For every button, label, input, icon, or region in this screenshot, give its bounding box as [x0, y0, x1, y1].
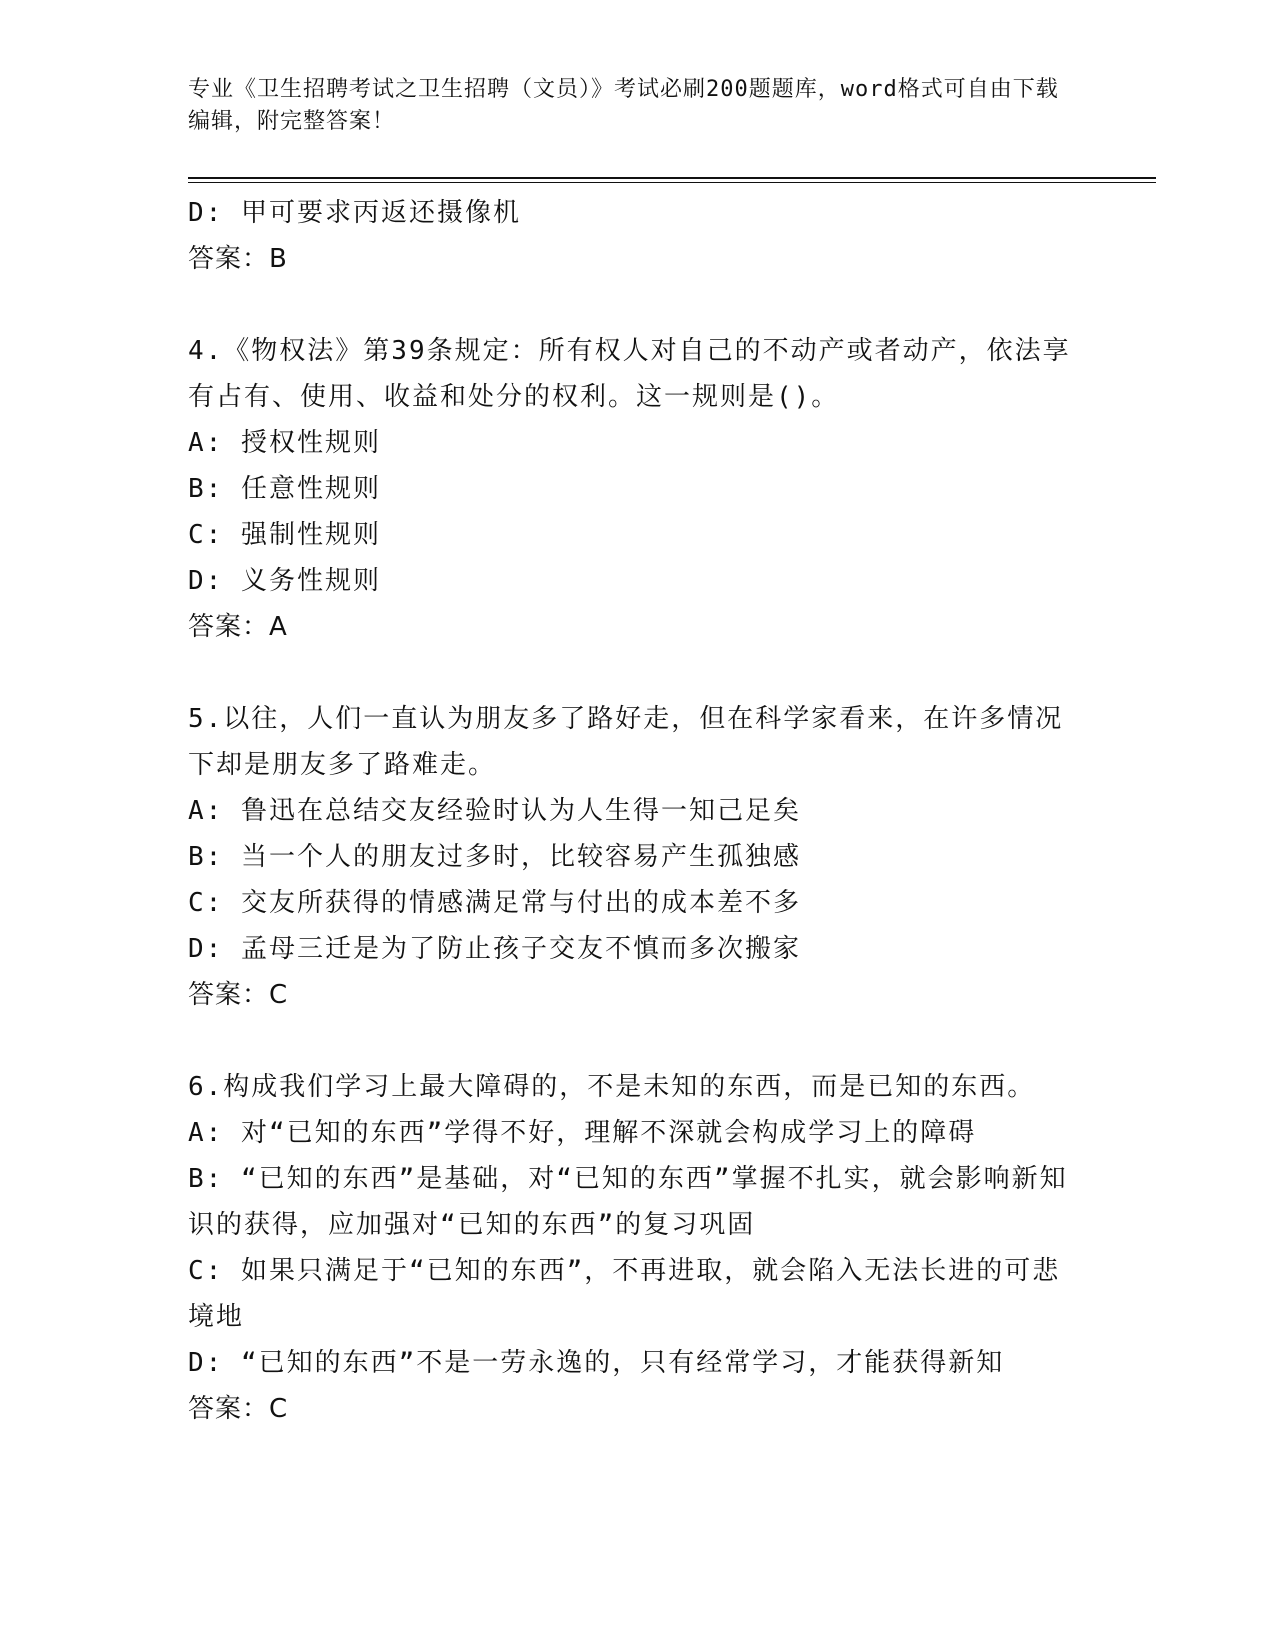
question-4-option-b: B: 任意性规则 [188, 474, 381, 504]
question-5-option-a: A: 鲁迅在总结交友经验时认为人生得一知己足矣 [188, 796, 801, 826]
spacer [188, 1018, 1088, 1064]
question-5-option-b: B: 当一个人的朋友过多时，比较容易产生孤独感 [188, 842, 801, 872]
document-header: 专业《卫生招聘考试之卫生招聘（文员）》考试必刷200题题库，word格式可自由下载编辑，附完整答案！ [188, 77, 1059, 134]
spacer [188, 650, 1088, 696]
question-5-stem: 5.以往，人们一直认为朋友多了路好走，但在科学家看来，在许多情况下却是朋友多了路难走。 [188, 704, 1064, 780]
header-rule-thick [188, 177, 1156, 179]
question-5-option-d: D: 孟母三迁是为了防止孩子交友不慎而多次搬家 [188, 934, 801, 964]
question-6-answer: 答案：C [188, 1394, 289, 1424]
question-4-answer: 答案：A [188, 612, 288, 642]
question-4-stem: 4.《物权法》第39条规定：所有权人对自己的不动产或者动产，依法享有占有、使用、收益和处分的权利。这一规则是()。 [188, 336, 1071, 412]
question-5-option-c: C: 交友所获得的情感满足常与付出的成本差不多 [188, 888, 801, 918]
question-6-option-c: C: 如果只满足于“已知的东西”，不再进取，就会陷入无法长进的可悲境地 [188, 1256, 1061, 1332]
carryover-answer: 答案：B [188, 244, 288, 274]
spacer [188, 282, 1088, 328]
question-5-answer: 答案：C [188, 980, 289, 1010]
question-6-option-d: D: “已知的东西”不是一劳永逸的，只有经常学习，才能获得新知 [188, 1348, 1005, 1378]
question-4-option-a: A: 授权性规则 [188, 428, 381, 458]
question-4-option-c: C: 强制性规则 [188, 520, 381, 550]
question-4-option-d: D: 义务性规则 [188, 566, 381, 596]
question-6-option-b: B: “已知的东西”是基础，对“已知的东西”掌握不扎实，就会影响新知识的获得，应加强对“已知的东西”的复习巩固 [188, 1164, 1068, 1240]
carryover-option-d: D: 甲可要求丙返还摄像机 [188, 198, 521, 228]
question-6-stem: 6.构成我们学习上最大障碍的，不是未知的东西，而是已知的东西。 [188, 1072, 1036, 1102]
header-rule-thin [188, 182, 1156, 183]
document-body [188, 190, 1088, 1432]
question-6-option-a: A: 对“已知的东西”学得不好，理解不深就会构成学习上的障碍 [188, 1118, 977, 1148]
